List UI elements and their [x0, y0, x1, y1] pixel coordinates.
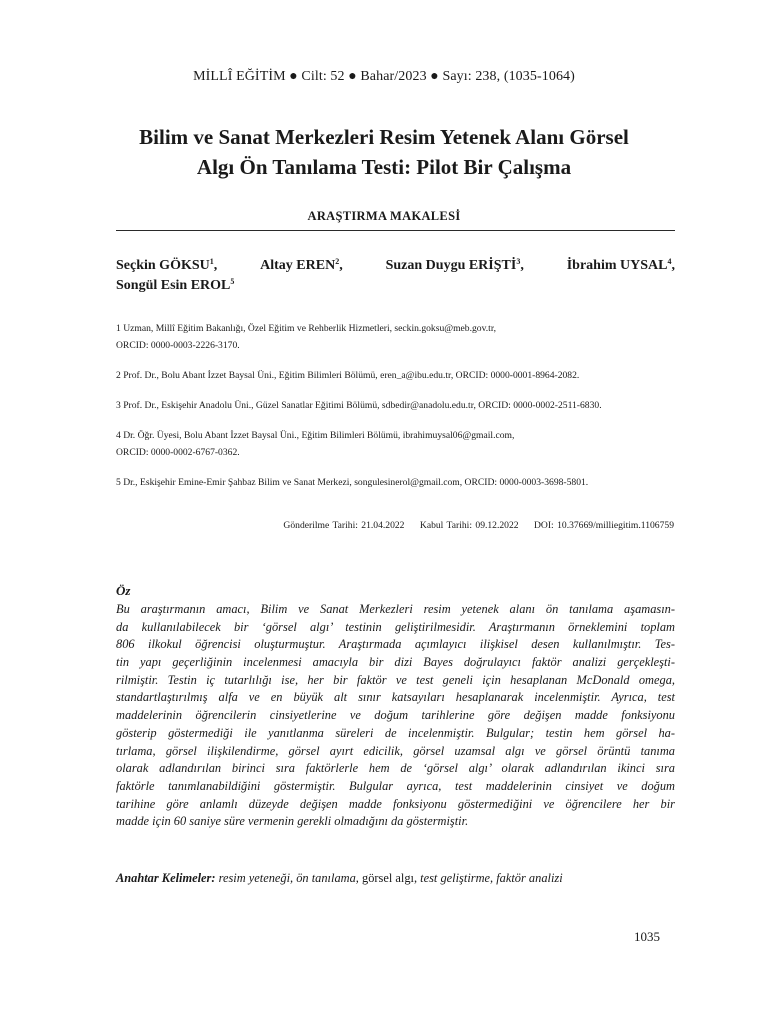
author: İbrahim UYSAL$^4$,	[566, 257, 675, 273]
affiliation: 3 Prof. Dr., Eskişehir Anadolu Üni., Güzel Sanatlar Eğitimi Bölümü, sdbedir@anadolu.edu.tr, ORCID: 0000-0002-2511-6830.	[116, 400, 602, 411]
keywords-label: Anahtar Kelimeler:	[116, 871, 216, 885]
abstract-line: tarihine göre anlamlı düzeyde değişen madde fonksiyonu göstermediğini ve öğrencilere her bir	[116, 796, 675, 811]
publication-dates	[271, 520, 674, 531]
article-type: ARAŞTIRMA MAKALESİ	[307, 209, 461, 223]
journal-header: MİLLÎ EĞİTİM ● Cilt: 52 ● Bahar/2023 ● Sayı: 238, (1035-1064)	[193, 69, 575, 84]
affiliation: 4 Dr. Öğr. Üyesi, Bolu Abant İzzet Baysal Üni., Eğitim Bilimleri Bölümü, ibrahimuysal06@gmail.com, ORCID: 0000-0002-6767-0362.	[116, 430, 515, 458]
author-line	[116, 276, 675, 296]
affiliation: 2 Prof. Dr., Bolu Abant İzzet Baysal Üni., Eğitim Bilimleri Bölümü, eren_a@ibu.edu.tr, ORCID: 0000-0001-8964-2082.	[116, 370, 580, 381]
abstract-line: Bu araştırmanın amacı, Bilim ve Sanat Merkezleri resim yetenek alanı ön tanılama aşamasın-	[116, 602, 675, 616]
abstract-line: rilmiştir. Testin iç tutarlılığı ise, her bir faktör ve test geneli için hesaplanan McDonald omega,	[116, 672, 675, 687]
abstract-line: da kullanılabilecek bir ‘görsel algı’ testinin geliştirilmesidir. Araştırmanın örneklemini toplam	[116, 619, 675, 634]
doi-link[interactable]: DOI: 10.37669/milliegitim.1106759	[533, 520, 674, 531]
abstract-line: tin yapı geçerliğinin incelenmesi amacıyla bir dizi Bayes doğrulayıcı faktör analizi gerçekleşti-	[116, 655, 675, 670]
abstract-line: faktörle tanımlanabildiğini göstermiştir. Bulgular ayrıca, test maddelerinin cinsiyet ve doğum	[116, 778, 675, 793]
article-title-line: Bilim ve Sanat Merkezleri Resim Yetenek Alanı Görsel	[139, 125, 629, 149]
accepted-date: Kabul Tarihi: 09.12.2022	[419, 520, 519, 531]
author-line	[116, 256, 675, 276]
author: Seçkin GÖKSU$^1$,	[116, 257, 218, 273]
author-list	[116, 256, 675, 296]
abstract-line: gösterip göstermediği ile yanıtlanma süreleri de incelenmiştir. Bulgular; testin hem görsel ha-	[116, 725, 675, 740]
abstract-body	[116, 601, 675, 831]
abstract-line: standartlaştırılmış alfa ve en büyük alt sınır katsayıları hesaplanarak incelenmiştir. Ayrıca, test	[116, 690, 675, 705]
affiliation: 1 Uzman, Millî Eğitim Bakanlığı, Özel Eğitim ve Rehberlik Hizmetleri, seckin.goksu@meb.gov.tr, ORCID: 0000-0003-2226-3170.	[116, 323, 497, 351]
abstract-line: 806 ilkokul öğrencisi oluşturmuştur. Araştırmada açımlayıcı ilişkisel desen kullanılmıştır. Tes-	[116, 637, 675, 652]
page-number: 1035	[634, 929, 660, 944]
abstract-line: maddelerinin öğrencilerin cinsiyetlerine ve doğum tarihlerine göre değişen madde fonksiyonu	[116, 708, 675, 723]
author: Suzan Duygu ERİŞTİ$^3$,	[385, 257, 524, 273]
author: Altay EREN$^2$,	[260, 257, 343, 273]
abstract-heading: Öz	[116, 583, 131, 598]
submitted-date: Gönderilme Tarihi: 21.04.2022	[283, 520, 405, 531]
author: Songül Esin EROL$^5$	[116, 277, 235, 293]
divider-rule	[116, 230, 675, 231]
article-title-line: Algı Ön Tanılama Testi: Pilot Bir Çalışma	[196, 155, 572, 179]
keywords: Anahtar Kelimeler: resim yeteneği, ön tanılama, görsel algı, test geliştirme, faktör analizi	[116, 871, 563, 885]
abstract-line: madde için 60 saniye süre vermenin gerekli olmadığını da göstermiştir.	[116, 814, 469, 829]
affiliation: 5 Dr., Eskişehir Emine-Emir Şahbaz Bilim ve Sanat Merkezi, songulesinerol@gmail.com, ORCID: 0000-0003-3698-5801.	[116, 477, 589, 488]
abstract-line: tırlama, görsel ilişkilendirme, görsel ayırt edicilik, görsel uzamsal algı ve görsel örüntü tanıma	[116, 743, 675, 758]
article-title	[84, 122, 684, 182]
abstract-line: olarak adlandırılan birinci sıra faktörlerle hem de ‘görsel algı’ olarak adlandırılan ikinci sıra	[116, 761, 675, 776]
